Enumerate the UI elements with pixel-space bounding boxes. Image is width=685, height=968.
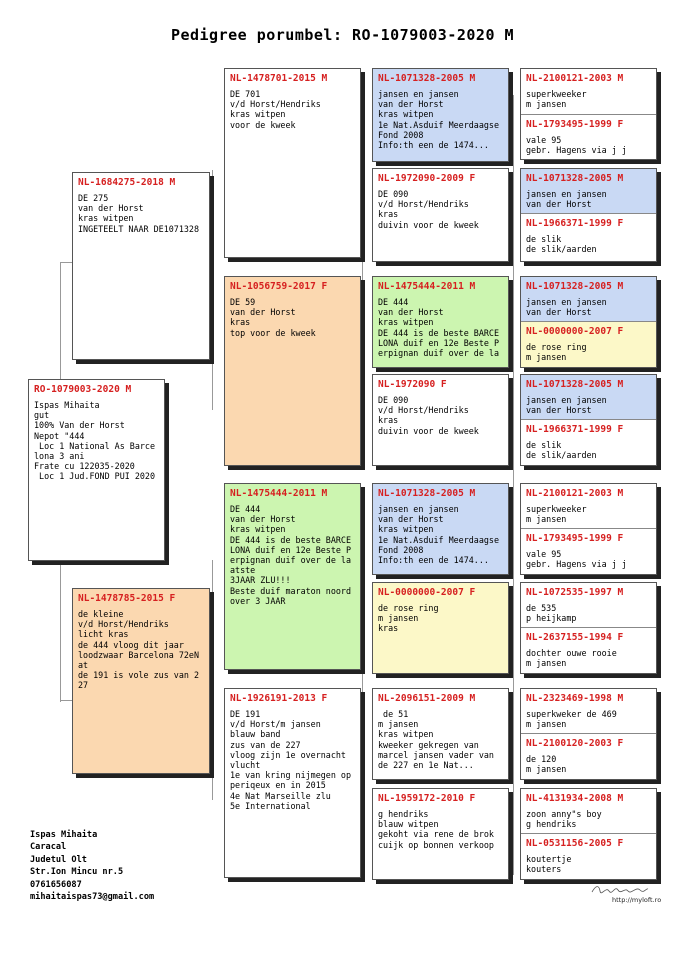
gen4-card-2[interactable] [520,168,657,262]
gen4-ring-10: NL-1793495-1999 F [526,533,624,544]
gen3-info-5: jansen en jansen van der Horst kras witpen 1e Nat.Asduif Meerdaagse Fond 2008 Info:th een de 1474... [378,504,500,566]
gen3-info-7: de 51 m jansen kras witpen kweeker gekregen van marcel jansen vader van de 227 en 1e Nat... [378,709,494,771]
gen4-ring-3: NL-1071328-2005 M [526,173,624,184]
gen4-info-11: de 535 p heijkamp [526,603,577,624]
gen3-card-2[interactable] [372,168,509,262]
dam-dam-card[interactable] [224,688,361,878]
gen4-ring-2: NL-1793495-1999 F [526,119,624,130]
gen4-ring-4: NL-1966371-1999 F [526,218,624,229]
gen4-info-6: de rose ring m jansen [526,342,587,363]
gen4-card-8[interactable] [520,788,657,880]
gen3-ring-4: NL-1972090 F [378,379,447,390]
gen4-info-14: de 120 m jansen [526,754,567,775]
gen4-info-10: vale 95 gebr. Hagens via j j [526,549,627,570]
dam-dam-ring: NL-1926191-2013 F [230,693,328,704]
gen4-ring-15: NL-4131934-2008 M [526,793,624,804]
dam-card[interactable] [72,588,210,774]
gen4-card-6[interactable] [520,582,657,674]
gen4-ring-1: NL-2100121-2003 M [526,73,624,84]
gen3-ring-1: NL-1071328-2005 M [378,73,476,84]
gen4-ring-8: NL-1966371-1999 F [526,424,624,435]
gen3-ring-5: NL-1071328-2005 M [378,488,476,499]
dam-info: de kleine v/d Horst/Hendriks licht kras de 444 vloog dit jaar loodzwaar Barcelona 72eN at de 191 is vole zus van 2 27 [78,609,200,691]
signature-logo [590,883,650,895]
gen3-card-5[interactable] [372,483,509,575]
gen4-info-8: de slik de slik/aarden [526,440,597,461]
gen3-card-1[interactable] [372,68,509,162]
gen4-info-9: superkweeker m jansen [526,504,587,525]
dam-sire-ring: NL-1475444-2011 M [230,488,328,499]
gen4-ring-5: NL-1071328-2005 M [526,281,624,292]
gen4-info-1: superkweeker m jansen [526,89,587,110]
dam-sire-card[interactable] [224,483,361,670]
gen4-ring-13: NL-2323469-1998 M [526,693,624,704]
gen4-info-7: jansen en jansen van der Horst [526,395,607,416]
gen4-ring-11: NL-1072535-1997 M [526,587,624,598]
gen4-ring-6: NL-0000000-2007 F [526,326,624,337]
owner-name: Ispas Mihaita [30,830,98,840]
gen3-ring-3: NL-1475444-2011 M [378,281,476,292]
gen4-ring-16: NL-0531156-2005 F [526,838,624,849]
gen3-card-3[interactable] [372,276,509,368]
gen3-info-4: DE 090 v/d Horst/Hendriks kras duivin voor de kweek [378,395,479,436]
owner-county: Judetul Olt [30,854,87,865]
sire-ring: NL-1684275-2018 M [78,177,176,188]
gen3-card-8[interactable] [372,788,509,880]
gen4-info-2: vale 95 gebr. Hagens via j j [526,135,627,156]
gen3-card-7[interactable] [372,688,509,780]
gen3-ring-6: NL-0000000-2007 F [378,587,476,598]
dam-sire-info: DE 444 van der Horst kras witpen DE 444 is de beste BARCE LONA duif en 12e Beste P erpignan duif over de la atste 3JAAR ZLU!!! Beste duif maraton noord over 3 JAAR [230,504,352,606]
gen4-card-7[interactable] [520,688,657,780]
gen3-card-6[interactable] [372,582,509,674]
gen4-card-4[interactable] [520,374,657,466]
gen3-card-4[interactable] [372,374,509,466]
gen4-info-5: jansen en jansen van der Horst [526,297,607,318]
gen4-info-3: jansen en jansen van der Horst [526,189,607,210]
owner-street: Str.Ion Mincu nr.5 [30,867,124,878]
gen4-ring-9: NL-2100121-2003 M [526,488,624,499]
sire-sire-ring: NL-1478701-2015 M [230,73,328,84]
dam-dam-info: DE 191 v/d Horst/m jansen blauw band zus van de 227 vloog zijn 1e overnacht vlucht 1e van kring nijmegen op periqeux en in 2015 4e Nat Marseille zlu 5e International [230,709,352,811]
owner-email[interactable]: mihaitaispas73@gmail.com [30,892,155,903]
sire-info: DE 275 van der Horst kras witpen INGETEELT NAAR DE1071328 [78,193,200,234]
gen4-card-3[interactable] [520,276,657,368]
owner-info [30,829,154,903]
gen4-ring-12: NL-2637155-1994 F [526,632,624,643]
gen4-ring-7: NL-1071328-2005 M [526,379,624,390]
gen3-ring-8: NL-1959172-2010 F [378,793,476,804]
sire-dam-ring: NL-1056759-2017 F [230,281,328,292]
site-link[interactable]: http://myloft.ro [612,896,662,904]
gen3-info-3: DE 444 van der Horst kras witpen DE 444 is de beste BARCE LONA duif en 12e Beste P erpignan duif over de la [378,297,500,359]
sire-sire-info: DE 701 v/d Horst/Hendriks kras witpen voor de kweek [230,89,321,130]
gen3-info-6: de rose ring m jansen kras [378,603,439,634]
gen4-card-1[interactable] [520,68,657,160]
subject-card[interactable] [28,379,165,561]
subject-ring: RO-1079003-2020 M [34,384,132,395]
gen3-info-1: jansen en jansen van der Horst kras witpen 1e Nat.Asduif Meerdaagse Fond 2008 Info:th een de 1474... [378,89,500,151]
page-title: Pedigree porumbel: RO-1079003-2020 M [170,26,515,44]
sire-sire-card[interactable] [224,68,361,258]
gen3-info-2: DE 090 v/d Horst/Hendriks kras duivin voor de kweek [378,189,479,230]
sire-dam-card[interactable] [224,276,361,466]
owner-city: Caracal [30,842,67,853]
gen4-info-4: de slik de slik/aarden [526,234,597,255]
sire-card[interactable] [72,172,210,360]
gen4-info-13: superkweker de 469 m jansen [526,709,617,730]
gen3-ring-7: NL-2096151-2009 M [378,693,476,704]
gen4-info-16: koutertje kouters [526,854,572,875]
gen3-info-8: g hendriks blauw witpen gekoht via rene de brok cuijk op bonnen verkoop [378,809,494,850]
gen4-info-12: dochter ouwe rooie m jansen [526,648,617,669]
subject-info: Ispas Mihaita gut 100% Van der Horst Nepot "444 Loc 1 National As Barce lona 3 ani Frate cu 122035-2020 Loc 1 Jud.FOND PUI 2020 [34,400,156,482]
gen4-ring-14: NL-2100120-2003 F [526,738,624,749]
gen4-card-5[interactable] [520,483,657,575]
gen4-info-15: zoon anny"s boy g hendriks [526,809,602,830]
gen3-ring-2: NL-1972090-2009 F [378,173,476,184]
sire-dam-info: DE 59 van der Horst kras top voor de kweek [230,297,316,338]
owner-phone: 0761656087 [30,879,82,890]
dam-ring: NL-1478785-2015 F [78,593,176,604]
